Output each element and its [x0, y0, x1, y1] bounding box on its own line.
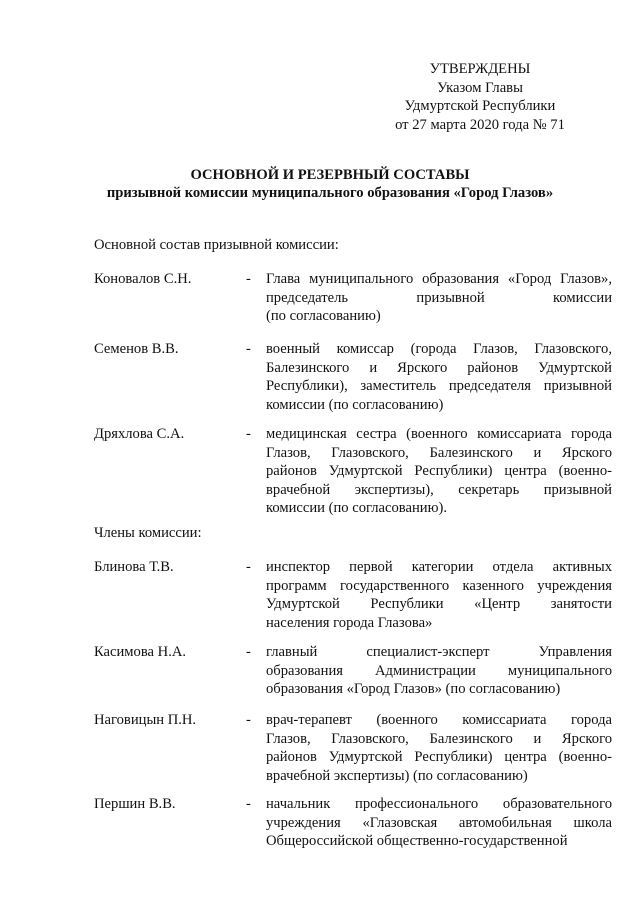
member-name: Першин В.В. — [94, 796, 176, 812]
member-position — [266, 270, 612, 326]
approval-decree-line: Указом Главы — [437, 79, 523, 96]
approval-heading: УТВЕРЖДЕНЫ — [429, 61, 531, 77]
member-position — [266, 425, 612, 518]
member-position-line: врачебной экспертизы), секретарь призывной — [266, 481, 612, 498]
member-position-line: Республики), заместитель председателя призывной — [266, 378, 612, 394]
member-position-line: учреждения «Глазовская автомобильная школа — [266, 814, 612, 831]
member-position-line: районов Удмуртской Республики) центра (военно- — [266, 749, 612, 765]
member-position-line: Удмуртской Республики «Центр занятости — [266, 596, 612, 612]
member-name: Наговицын П.Н. — [94, 712, 197, 728]
member-position-line: программ государственного казенного учреждения — [266, 577, 612, 594]
member-position-line: Балезинского и Ярского районов Удмуртской — [266, 359, 612, 376]
member-name: Дряхлова С.А. — [94, 426, 185, 442]
member-dash: - — [246, 796, 251, 812]
member-position — [266, 711, 612, 785]
member-position — [266, 643, 612, 699]
member-dash: - — [246, 341, 251, 357]
member-position-line: Общероссийской общественно-государственной — [266, 833, 568, 849]
member-dash: - — [246, 426, 251, 442]
member-name: Семенов В.В. — [94, 341, 179, 357]
member-position-line: Глазов, Глазовского, Балезинского и Ярского — [266, 444, 612, 461]
member-position-line: главный специалист-эксперт Управления — [266, 644, 612, 660]
member-dash: - — [246, 271, 251, 287]
member-position-line: начальник профессионального образовательного — [266, 796, 612, 812]
member-position-line: (по согласованию) — [266, 308, 381, 324]
member-position — [266, 795, 612, 851]
member-position-line: председатель призывной комиссии — [266, 289, 612, 306]
member-position-line: комиссии (по согласованию) — [266, 396, 444, 413]
member-name: Касимова Н.А. — [94, 644, 187, 660]
member-name: Блинова Т.В. — [94, 559, 174, 575]
member-position-line: образования Администрации муниципального — [266, 662, 612, 679]
main-section-label: Основной состав призывной комиссии: — [94, 237, 339, 253]
member-dash: - — [246, 559, 251, 575]
approval-block — [360, 60, 600, 134]
document-title: ОСНОВНОЙ И РЕЗЕРВНЫЙ СОСТАВЫ — [190, 167, 470, 183]
member-name: Коновалов С.Н. — [94, 271, 192, 287]
member-position-line: военный комиссар (города Глазов, Глазовского, — [266, 341, 612, 357]
approval-date-line: от 27 марта 2020 года № 71 — [395, 116, 565, 133]
member-position-line: врачебной экспертизы) (по согласованию) — [266, 767, 528, 784]
members-section-label: Члены комиссии: — [94, 525, 202, 541]
document-subtitle: призывной комиссии муниципального образования «Город Глазов» — [106, 185, 554, 201]
member-position-line: Глава муниципального образования «Город Глазов», — [266, 271, 612, 287]
member-position-line: инспектор первой категории отдела активных — [266, 559, 612, 575]
member-position-line: медицинская сестра (военного комиссариата города — [266, 426, 612, 442]
member-position-line: районов Удмуртской Республики) центра (военно- — [266, 463, 612, 479]
member-position-line: Глазов, Глазовского, Балезинского и Ярского — [266, 730, 612, 747]
member-dash: - — [246, 712, 251, 728]
member-position — [266, 558, 612, 632]
member-position-line: врач-терапевт (военного комиссариата города — [266, 712, 612, 728]
member-position-line: населения города Глазова» — [266, 614, 433, 631]
member-dash: - — [246, 644, 251, 660]
approval-republic-line: Удмуртской Республики — [404, 98, 556, 114]
member-position-line: комиссии (по согласованию). — [266, 500, 448, 516]
member-position-line: образования «Город Глазов» (по согласованию) — [266, 681, 561, 697]
member-position — [266, 340, 612, 414]
